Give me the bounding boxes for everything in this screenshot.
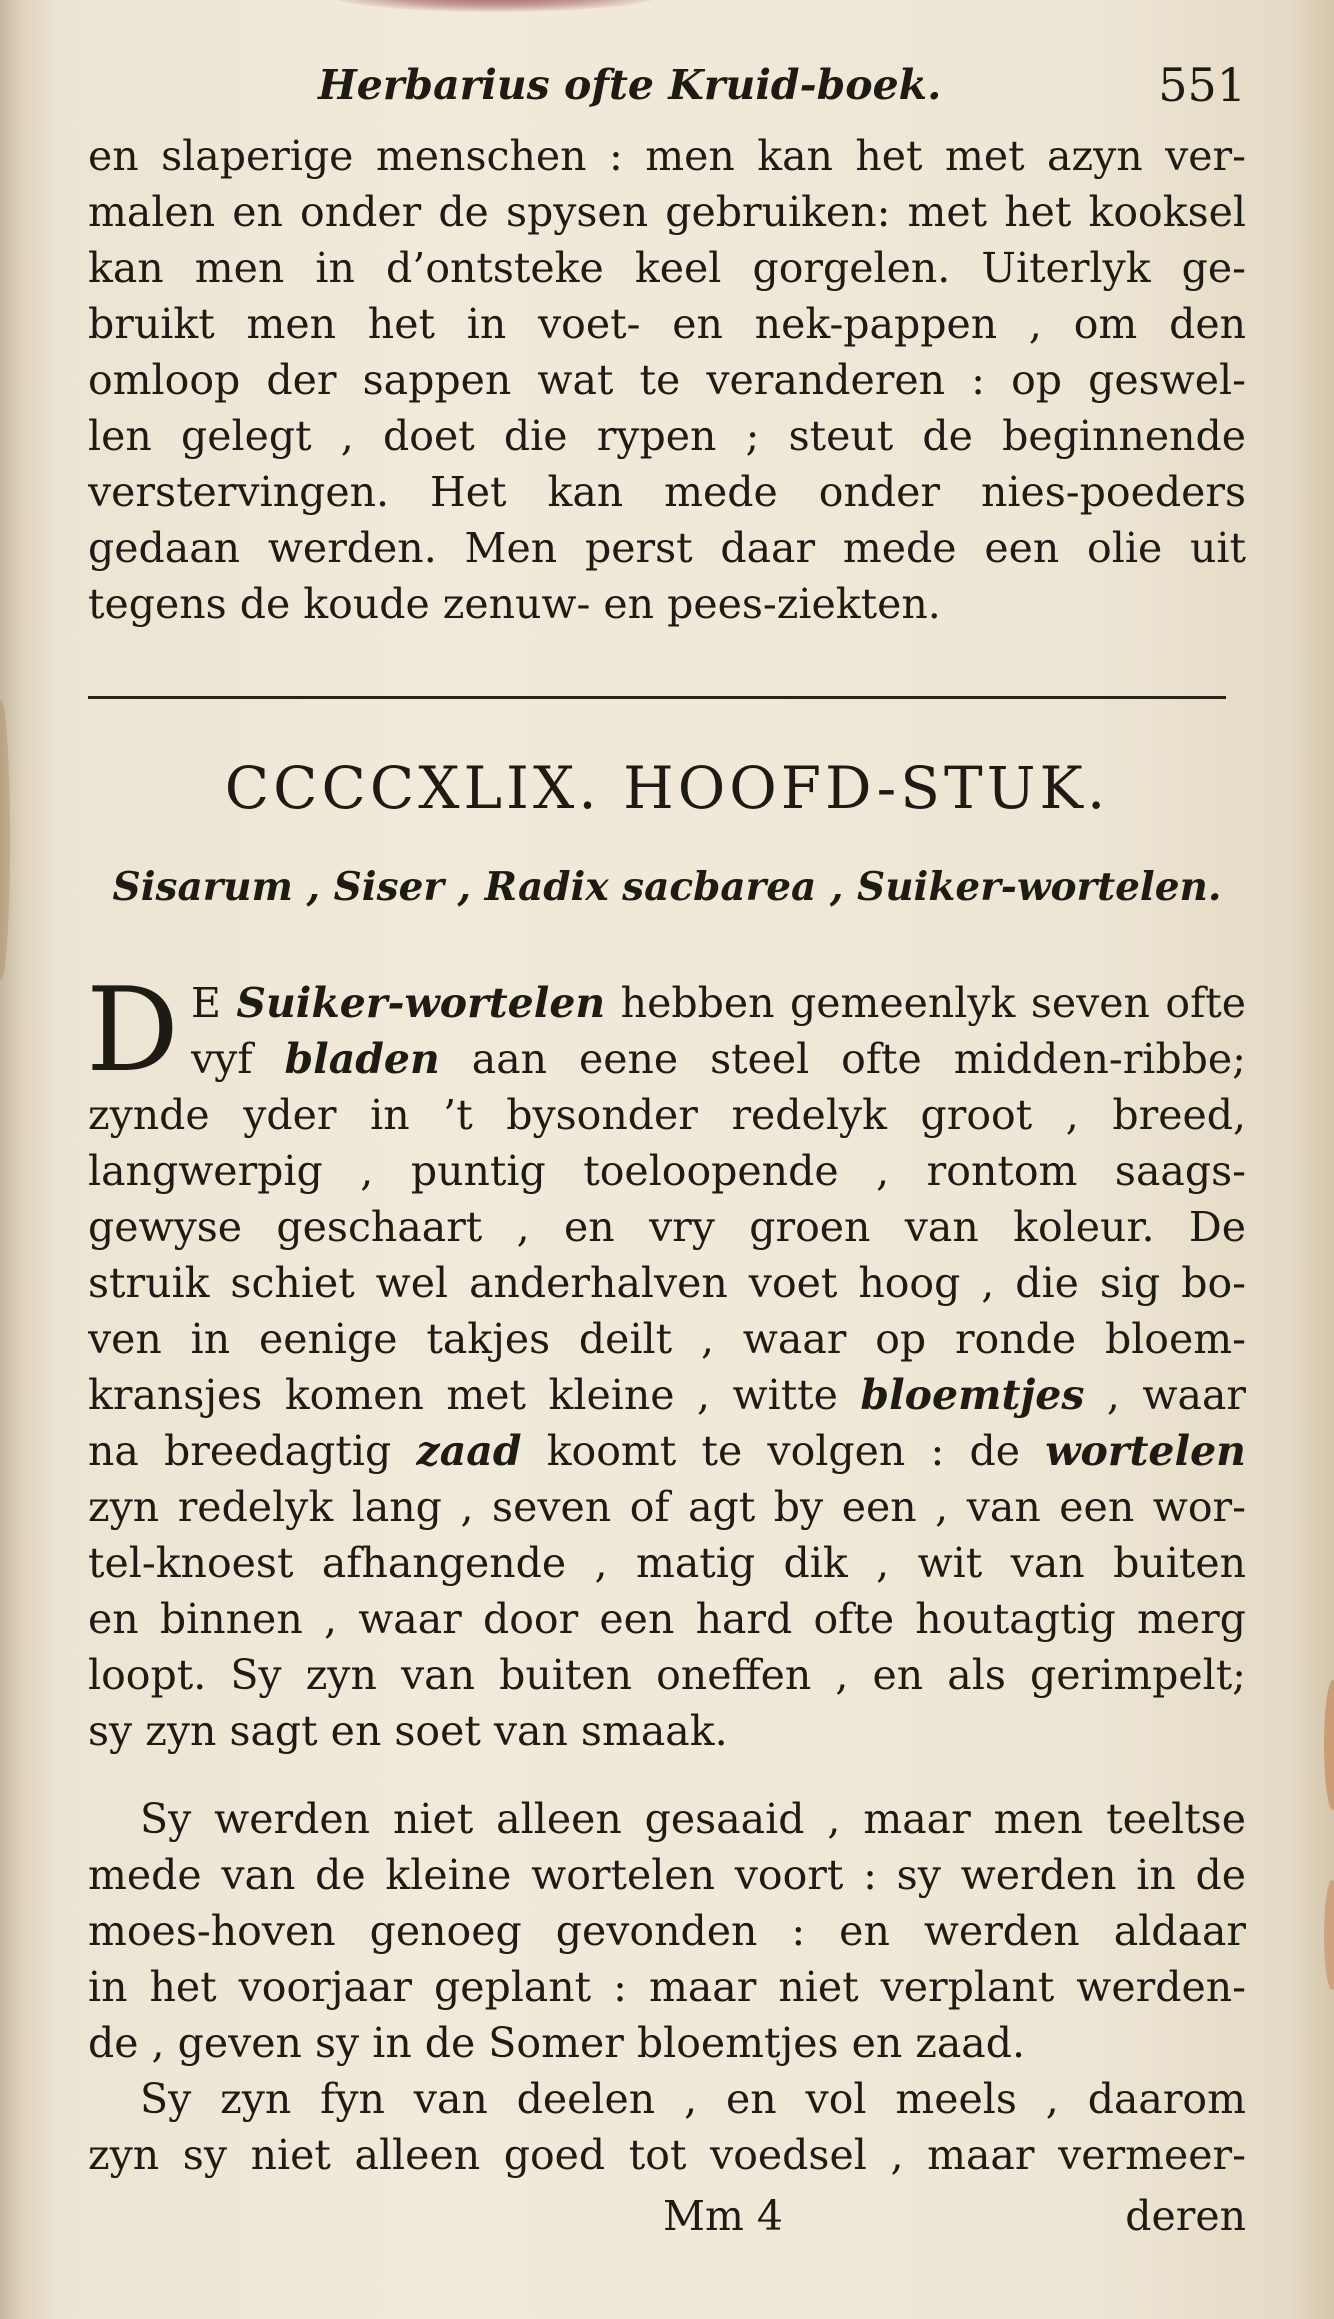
text-line: gedaan werden. Men perst daar mede een olie uit bbox=[88, 524, 1246, 572]
term-bloemtjes: bloemtjes bbox=[860, 1371, 1085, 1419]
text-line: ven in eenige takjes deilt , waar op ronde bloem- bbox=[88, 1315, 1246, 1363]
text-line: struik schiet wel anderhalven voet hoog , die sig bo- bbox=[88, 1259, 1246, 1307]
text-run: kransjes komen met kleine , witte bbox=[88, 1371, 861, 1419]
text-line: en binnen , waar door een hard ofte houtagtig merg bbox=[88, 1595, 1246, 1643]
signature-mark: Mm 4 bbox=[663, 2192, 783, 2240]
text-line: sy zyn sagt en soet van smaak. bbox=[88, 1707, 728, 1755]
section-divider bbox=[88, 696, 1226, 699]
text-line bbox=[88, 1423, 1246, 1479]
text-line bbox=[191, 1031, 1246, 1087]
text-line bbox=[191, 975, 1246, 1031]
catchword: deren bbox=[1125, 2192, 1246, 2240]
term-zaad: zaad bbox=[416, 1427, 522, 1475]
text-line: bruikt men het in voet- en nek-pappen , om den bbox=[88, 300, 1246, 348]
text-line: len gelegt , doet die rypen ; steut de beginnende bbox=[88, 412, 1246, 460]
text-run: na breedagtig bbox=[88, 1427, 417, 1475]
continued-paragraph bbox=[88, 128, 1246, 632]
text-line: en slaperige menschen : men kan het met azyn ver- bbox=[88, 132, 1246, 180]
text-line: de , geven sy in de Somer bloemtjes en zaad. bbox=[88, 2019, 1026, 2067]
chapter-subtitle: Sisarum , Siser , Radix sacbarea , Suiker-wortelen. bbox=[112, 864, 1222, 910]
running-title: Herbarius ofte Kruid-boek. bbox=[318, 61, 942, 109]
page-header bbox=[88, 48, 1246, 122]
text-line: zynde yder in ’t bysonder redelyk groot , breed, bbox=[88, 1091, 1246, 1139]
text-line: Sy zyn fyn van deelen , en vol meels , daarom bbox=[140, 2075, 1246, 2123]
text-line: omloop der sappen wat te veranderen : op geswel- bbox=[88, 356, 1246, 404]
page-footer bbox=[88, 2184, 1246, 2248]
text-line: gewyse geschaart , en vry groen van koleur. De bbox=[88, 1203, 1246, 1251]
text-line: Sy werden niet alleen gesaaid , maar men teeltse bbox=[140, 1795, 1246, 1843]
text-line: tel-knoest afhangende , matig dik , wit van buiten bbox=[88, 1539, 1246, 1587]
term-wortelen: wortelen bbox=[1045, 1427, 1246, 1475]
chapter-heading: CCCCXLIX. HOOFD-STUK. bbox=[224, 754, 1110, 822]
text-line: zyn sy niet alleen goed tot voedsel , maar vermeer- bbox=[88, 2131, 1246, 2179]
text-run: hebben gemeenlyk seven ofte bbox=[605, 979, 1246, 1027]
plant-name: Suiker-wortelen bbox=[236, 979, 606, 1027]
text-line: verstervingen. Het kan mede onder nies-poeders bbox=[88, 468, 1246, 516]
page-stain-right bbox=[1324, 1680, 1334, 1810]
page-stain-top bbox=[330, 0, 660, 12]
drop-cap: D bbox=[86, 963, 180, 1098]
page-stain-left bbox=[0, 700, 10, 980]
text-run: koomt te volgen : de bbox=[521, 1427, 1046, 1475]
text-run: aan eene steel ofte midden-ribbe; bbox=[439, 1035, 1246, 1083]
page-number: 551 bbox=[1158, 58, 1246, 112]
text-line bbox=[88, 1367, 1246, 1423]
text-line: malen en onder de spysen gebruiken: met het kooksel bbox=[88, 188, 1246, 236]
text-run: , waar bbox=[1084, 1371, 1246, 1419]
text-line: in het voorjaar geplant : maar niet verplant werden- bbox=[88, 1963, 1246, 2011]
text-line: mede van de kleine wortelen voort : sy werden in de bbox=[88, 1851, 1246, 1899]
text-line: tegens de koude zenuw- en pees-ziekten. bbox=[88, 580, 941, 628]
text-line: kan men in d’ontsteke keel gorgelen. Uiterlyk ge- bbox=[88, 244, 1246, 292]
description-paragraph bbox=[86, 963, 1246, 1759]
text-line: langwerpig , puntig toeloopende , rontom saags- bbox=[88, 1147, 1246, 1195]
page-stain-right-lower bbox=[1324, 1880, 1334, 1990]
text-run: vyf bbox=[191, 1035, 285, 1083]
text-run: E bbox=[191, 979, 237, 1027]
text-line: loopt. Sy zyn van buiten oneffen , en als gerimpelt; bbox=[88, 1651, 1246, 1699]
text-line: moes-hoven genoeg gevonden : en werden aldaar bbox=[88, 1907, 1246, 1955]
properties-paragraph bbox=[88, 2071, 1246, 2183]
cultivation-paragraph bbox=[88, 1791, 1246, 2071]
term-bladen: bladen bbox=[284, 1035, 440, 1083]
text-line: zyn redelyk lang , seven of agt by een , van een wor- bbox=[88, 1483, 1246, 1531]
